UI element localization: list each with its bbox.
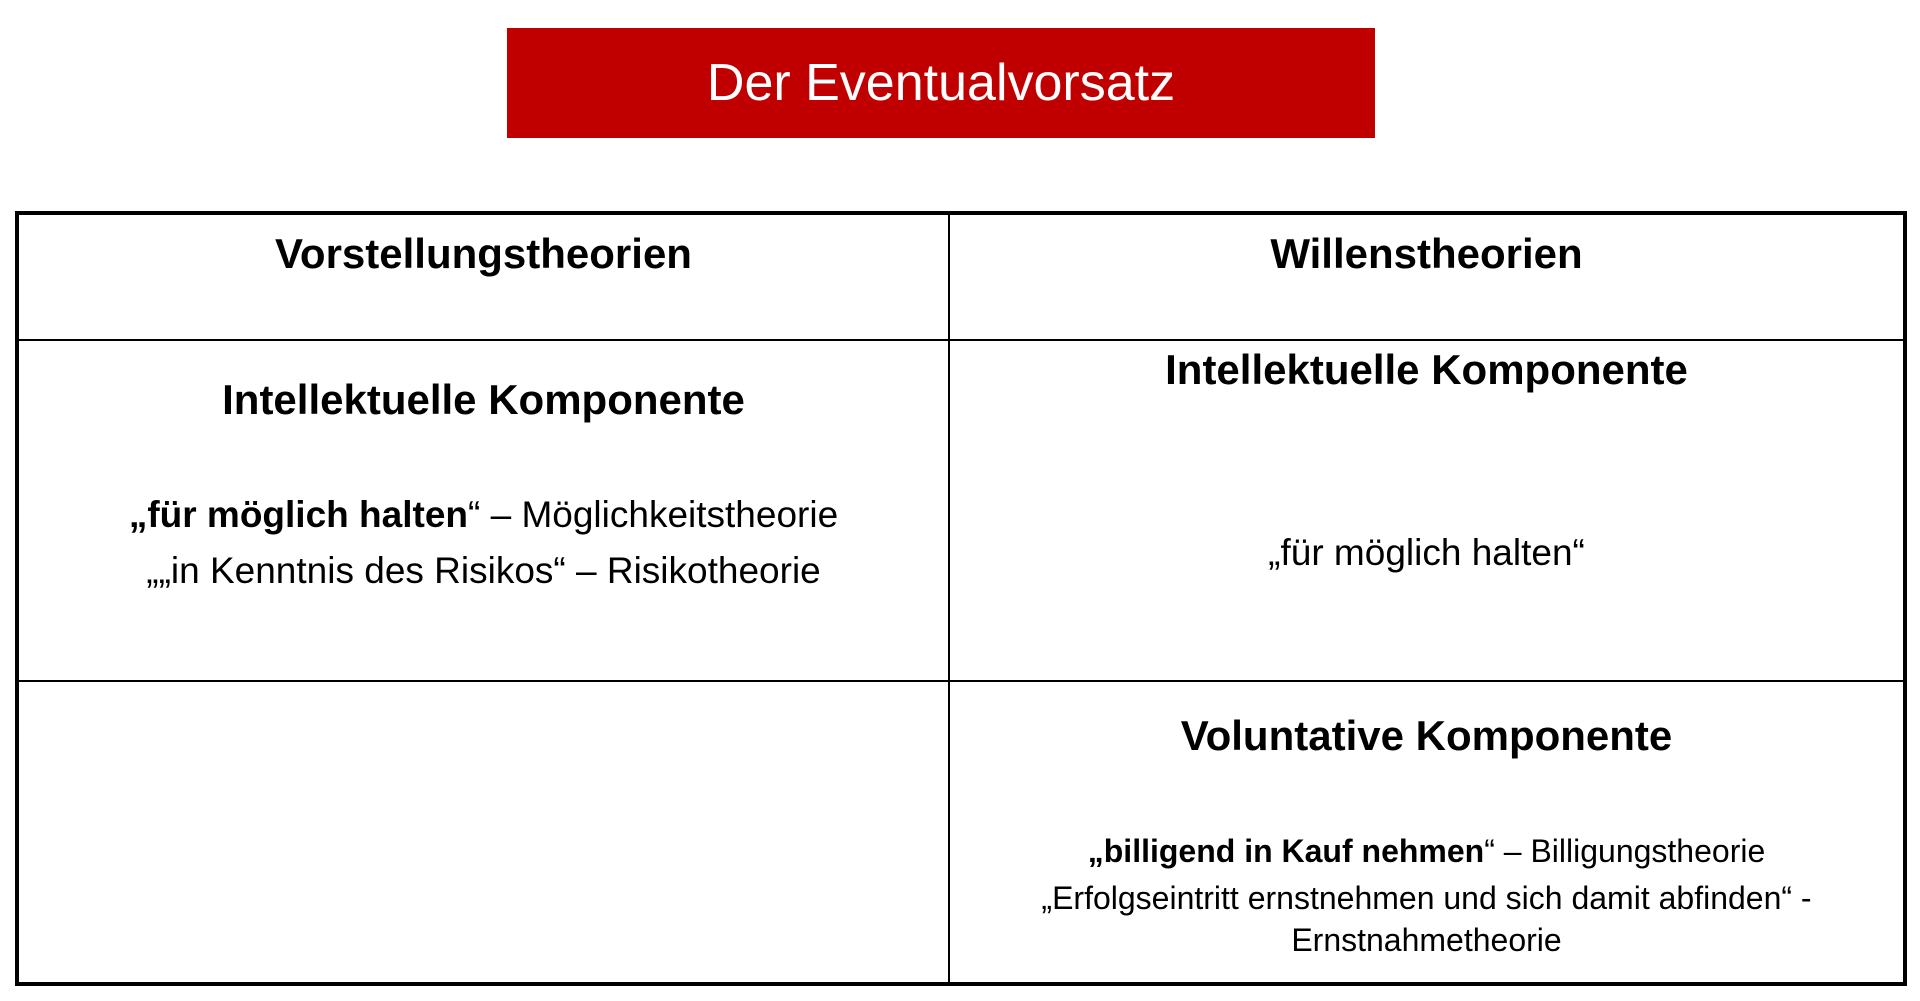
ernstnahme-line: „Erfolgseintritt ernstnehmen und sich damit abfinden“ - (1041, 880, 1812, 917)
risikotheorie-line: „„in Kenntnis des Risikos“ – Risikotheorie (146, 549, 821, 591)
left-intellectual-cell (19, 375, 948, 598)
moeglichkeitstheorie-line (19, 487, 948, 543)
theory-table (15, 211, 1907, 986)
billigungstheorie-line (950, 829, 1903, 874)
moeglichkeit-rest-text: “ – Möglichkeitstheorie (468, 494, 839, 536)
left-intellectual-heading: Intellektuelle Komponente (222, 376, 745, 423)
right-voluntative-cell (950, 711, 1903, 961)
voluntative-heading: Voluntative Komponente (1180, 712, 1673, 759)
right-intellectual-text-cell (950, 525, 1903, 581)
right-intellectual-cell (950, 345, 1903, 395)
billigend-rest-text: “ – Billigungstheorie (1484, 833, 1766, 870)
billigend-bold-text: „billigend in Kauf nehmen (1087, 833, 1485, 870)
fuer-moeglich-halten-text: „für möglich halten“ (1268, 532, 1585, 573)
page-title: Der Eventualvorsatz (507, 28, 1375, 138)
column-header-willenstheorien: Willenstheorien (1270, 230, 1583, 277)
row-divider-header (19, 339, 1903, 341)
left-empty-cell (19, 682, 948, 982)
moeglichkeit-bold-text: „für möglich halten (128, 494, 468, 536)
column-header-vorstellungstheorien: Vorstellungstheorien (275, 230, 692, 277)
ernstnahmetheorie-line: Ernstnahmetheorie (1291, 921, 1562, 958)
right-intellectual-heading: Intellektuelle Komponente (1165, 346, 1688, 393)
header-cell-left (19, 229, 948, 279)
header-cell-right (950, 229, 1903, 279)
